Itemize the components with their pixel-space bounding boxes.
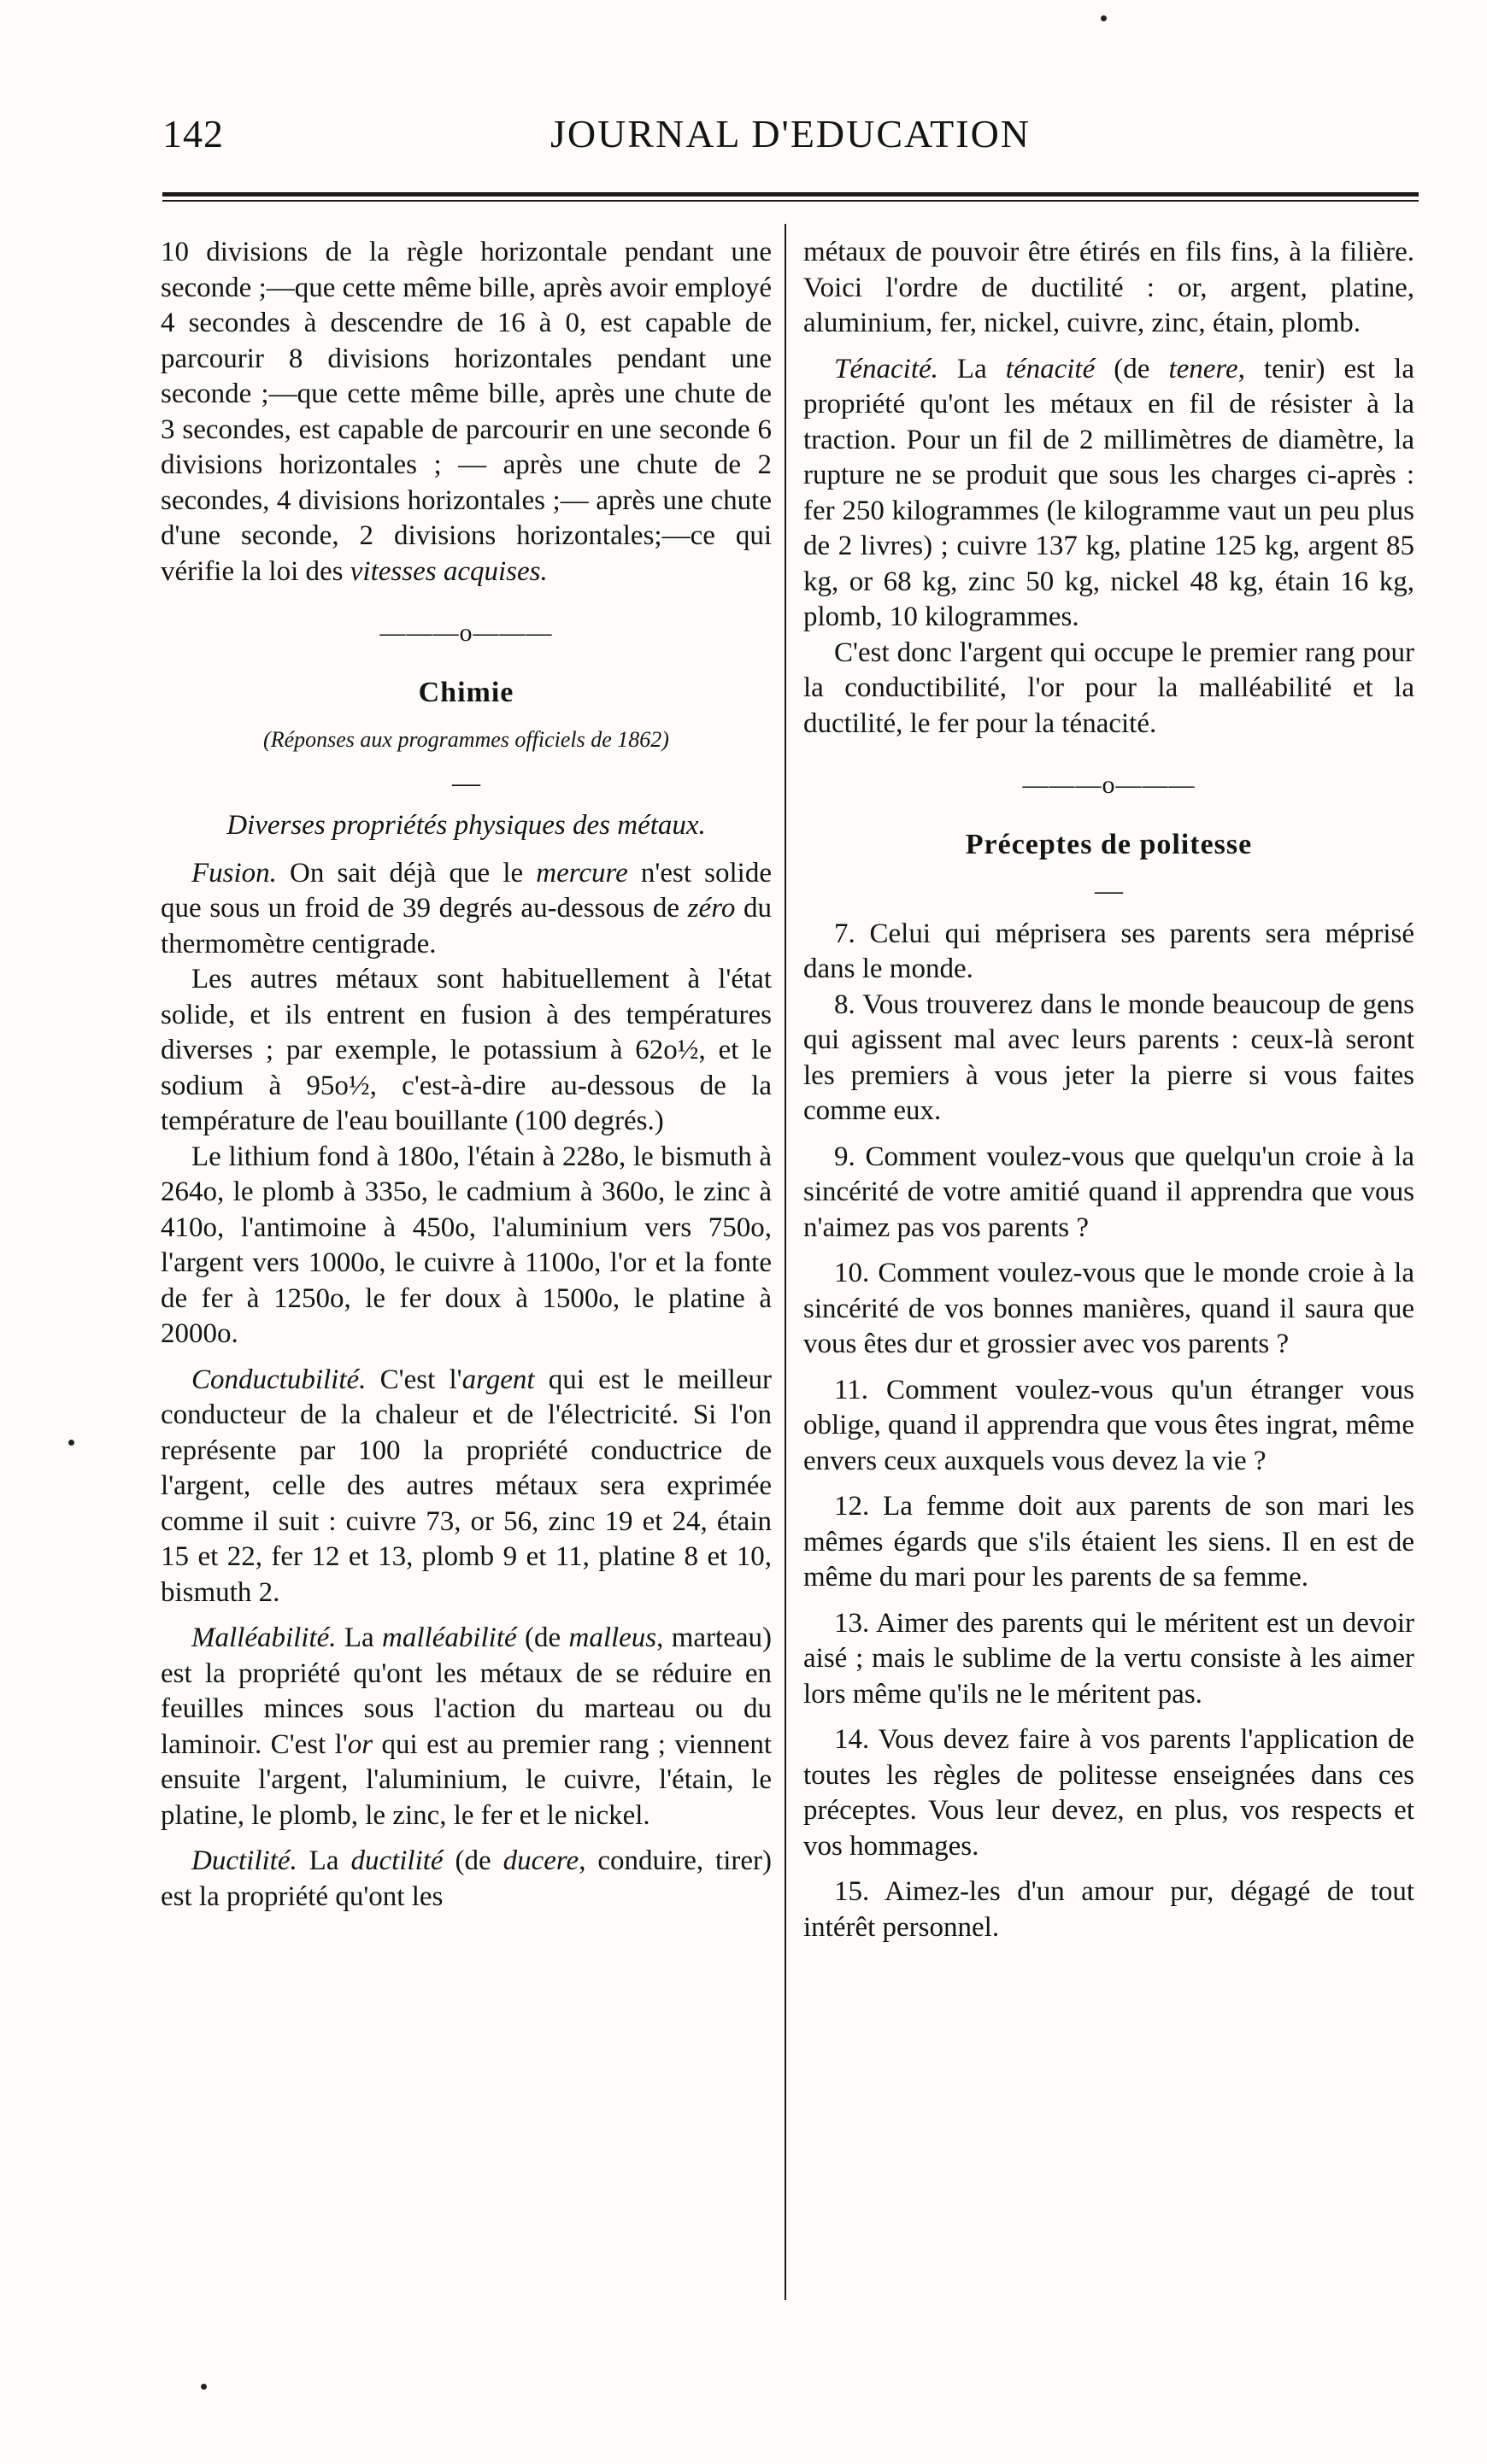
paragraph-conclusion: C'est donc l'argent qui occupe le premier rang pour la conductibilité, l'or pour la malléabilité et la ductilité, le fer pour la ténacité. <box>803 637 1414 739</box>
paragraph-lithium: Le lithium fond à 180o, l'étain à 228o, le bismuth à 264o, le plomb à 335o, le cadmium à 360o, le zinc à 410o, l'antimoine à 450o, l'aluminium vers 750o, l'argent vers 1000o, le cuivre à 1100o, l'or et la fonte de fer à 1250o, le fer doux à 1500o, le platine à 2000o. <box>161 1141 772 1349</box>
precept-item: 13. Aimer des parents qui le méritent est un devoir aisé ; mais le sublime de la vertu consiste à les aimer lors même qu'ils ne le méritent pas. <box>803 1607 1414 1710</box>
precept-item: 10. Comment voulez-vous que le monde croie à la sincérité de vos bonnes manières, quand il saura que vous êtes dur et grossier avec vos parents ? <box>803 1258 1414 1359</box>
right-column <box>803 235 1414 1945</box>
paragraph-fusion: Fusion. On sait déjà que le mercure n'est solide que sous un froid de 39 degrés au-dessous de zéro du thermomètre centigrade. <box>161 857 772 959</box>
running-title: JOURNAL D'EDUCATION <box>550 112 1031 155</box>
page-number: 142 <box>162 112 224 155</box>
term-tenacite: Ténacité. <box>834 353 938 384</box>
section-ornament: ———o——— <box>379 619 553 647</box>
physics-paragraph-end: 10 divisions de la règle horizontale pendant une seconde ;—que cette même bille, après avoir employé 4 secondes à descendre de 16 à 0, est capable de parcourir 8 divisions horizontales pendant une seconde ;—que cette même bille, après une chute de 3 secondes, est capable de parcourir en une seconde 6 divisions horizontales ; — après une chute de 2 secondes, 4 divisions horizontales ;— après une chute d'une seconde, 2 divisions horizontales;—ce qui vérifie la loi des vitesses acquises. <box>161 237 772 587</box>
separator-dash-2: — <box>1095 876 1123 906</box>
paragraph-conductibilite: Conductubilité. C'est l'argent qui est le meilleur conducteur de la chaleur et de l'électricité. Si l'on représente par 100 la propriété conductrice de l'argent, celle des autres métaux sera exprimée comme il suit : cuivre 73, or 56, zinc 19 et 24, étain 15 et 22, fer 12 et 13, plomb 9 et 11, platine 8 et 10, bismuth 2. <box>161 1364 772 1608</box>
section-ornament-2: ———o——— <box>1022 771 1196 799</box>
term-ductilite: Ductilité. <box>191 1845 297 1876</box>
print-speck <box>201 2384 207 2390</box>
precept-item: 8. Vous trouverez dans le monde beaucoup de gens qui agissent mal avec leurs parents : ceux-là seront les premiers à vous jeter la pierre si vous faites comme eux. <box>803 989 1414 1126</box>
vitesses-acquises: vitesses acquises. <box>350 555 548 587</box>
precept-item: 7. Celui qui méprisera ses parents sera méprisé dans le monde. <box>803 918 1414 984</box>
term-conductibilite: Conductubilité. <box>191 1364 367 1395</box>
precept-item: 14. Vous devez faire à vos parents l'application de toutes les règles de politesse enseignées dans ces préceptes. Vous leur devez, en plus, vos respects et vos hommages. <box>803 1724 1414 1862</box>
header-rule-thin <box>162 200 1419 202</box>
term-fusion: Fusion. <box>191 857 277 889</box>
column-divider <box>785 224 786 2300</box>
left-column <box>161 235 772 1915</box>
print-speck <box>68 1440 74 1446</box>
page-header <box>162 111 1419 171</box>
section-subtitle: (Réponses aux programmes officiels de 1862) <box>263 727 669 752</box>
paragraph-tenacite: Ténacité. La ténacité (de tenere, tenir) est la propriété qu'ont les métaux en fil de résister à la traction. Pour un fil de 2 millimètres de diamètre, la rupture ne se produit que sous les charges ci-après : fer 250 kilogrammes (le kilogramme vaut un peu plus de 2 livres) ; cuivre 137 kg, platine 125 kg, argent 85 kg, or 68 kg, zinc 50 kg, nickel 48 kg, étain 16 kg, plomb, 10 kilogrammes. <box>803 353 1414 632</box>
print-speck <box>1101 15 1107 21</box>
section-title-preceptes: Préceptes de politesse <box>965 828 1253 860</box>
precept-item: 12. La femme doit aux parents de son mari les mêmes égards que s'ils étaient les siens. Il en est de même du mari pour les parents de sa femme. <box>803 1491 1414 1593</box>
paragraph-autres-metaux: Les autres métaux sont habituellement à l'état solide, et ils entrent en fusion à des températures diverses ; par exemple, le potassium à 62o½, et le sodium à 95o½, c'est-à-dire au-dessous de la température de l'eau bouillante (100 degrés.) <box>161 964 772 1136</box>
paragraph-ductilite: Ductilité. La ductilité (de ducere, conduire, tirer) est la propriété qu'ont les <box>161 1845 772 1912</box>
header-rule <box>162 192 1419 197</box>
subheading-proprietes: Diverses propriétés physiques des métaux. <box>226 810 706 841</box>
section-title-chimie: Chimie <box>418 676 514 708</box>
precept-item: 11. Comment voulez-vous qu'un étranger vous oblige, quand il apprendra que vous êtes ingrat, même envers ceux auxquels vous devez la vie ? <box>803 1374 1414 1476</box>
paragraph-ductilite-cont: métaux de pouvoir être étirés en fils fins, à la filière. Voici l'ordre de ductilité : or, argent, platine, aluminium, fer, nickel, cuivre, zinc, étain, plomb. <box>803 237 1414 338</box>
term-malleabilite: Malléabilité. <box>191 1622 337 1653</box>
separator-dash: — <box>452 767 480 799</box>
precept-item: 9. Comment voulez-vous que quelqu'un croie à la sincérité de votre amitié quand il apprendra que vous n'aimez pas vos parents ? <box>803 1141 1414 1243</box>
precept-item: 15. Aimez-les d'un amour pur, dégagé de tout intérêt personnel. <box>803 1876 1414 1943</box>
paragraph-malleabilite: Malléabilité. La malléabilité (de malleus, marteau) est la propriété qu'ont les métaux de se réduire en feuilles minces sous l'action du marteau ou du laminoir. C'est l'or qui est au premier rang ; viennent ensuite l'argent, l'aluminium, le cuivre, l'étain, le platine, le plomb, le zinc, le fer et le nickel. <box>161 1622 772 1831</box>
